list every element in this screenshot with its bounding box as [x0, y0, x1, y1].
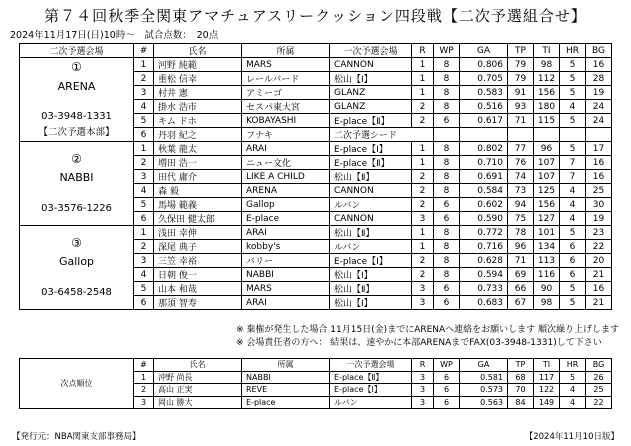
cell-r: 1 — [412, 58, 434, 72]
cell-name: 村井 憲 — [154, 86, 242, 100]
cell-bg: 19 — [586, 212, 612, 226]
column-header: 氏名 — [154, 44, 242, 58]
cell-hr: 4 — [560, 184, 586, 198]
cell-tp: 93 — [508, 100, 534, 114]
column-header: # — [134, 359, 154, 372]
venue-phone: 03-3576-1226 — [41, 203, 112, 215]
cell-hr: 5 — [560, 114, 586, 128]
cell-tp: 67 — [508, 296, 534, 310]
cell-bg: 21 — [586, 268, 612, 282]
cell-first: E-place【Ⅰ】 — [330, 384, 412, 397]
seed-cell: 二次予選シード — [330, 128, 434, 142]
cell-name: 山本 和哉 — [154, 282, 242, 296]
cell-club: Gallop — [242, 198, 330, 212]
cell-name: 浅田 幸伸 — [154, 226, 242, 240]
cell-tp: 96 — [508, 240, 534, 254]
cell-r: 2 — [412, 268, 434, 282]
cell-r: 2 — [412, 100, 434, 114]
cell-club: バリー — [242, 254, 330, 268]
cell-name: 沖野 尚長 — [154, 371, 242, 384]
cell-bg: 20 — [586, 254, 612, 268]
cell-r: 1 — [412, 240, 434, 254]
cell-name: 森 毅 — [154, 184, 242, 198]
cell-bg: 24 — [586, 114, 612, 128]
cell-ga: 0.590 — [460, 212, 508, 226]
cell-first: CANNON — [330, 212, 412, 226]
cell-club: ARAI — [242, 296, 330, 310]
cell-ga — [460, 128, 508, 142]
cell-no: 6 — [134, 128, 154, 142]
column-header: TP — [508, 359, 534, 372]
cell-r: 2 — [412, 198, 434, 212]
cell-tp: 71 — [508, 254, 534, 268]
cell-tp: 79 — [508, 72, 534, 86]
cell-no: 5 — [134, 114, 154, 128]
cell-bg: 25 — [586, 384, 612, 397]
cell-no: 3 — [134, 86, 154, 100]
alternates-label: 次点順位 — [20, 359, 134, 409]
cell-club: ARAI — [242, 142, 330, 156]
cell-ti: 117 — [534, 371, 560, 384]
cell-r: 1 — [412, 86, 434, 100]
column-header: 所属 — [242, 44, 330, 58]
cell-ti: 116 — [534, 268, 560, 282]
cell-no: 1 — [134, 142, 154, 156]
cell-bg: 24 — [586, 100, 612, 114]
cell-club: REVE — [242, 384, 330, 397]
cell-ti: 127 — [534, 212, 560, 226]
cell-wp: 8 — [434, 72, 460, 86]
cell-ti: 98 — [534, 58, 560, 72]
cell-r: 1 — [412, 156, 434, 170]
cell-no: 2 — [134, 72, 154, 86]
cell-ga: 0.563 — [460, 396, 508, 409]
cell-bg: 22 — [586, 396, 612, 409]
cell-r: 1 — [412, 226, 434, 240]
groups-table — [19, 43, 612, 310]
cell-tp: 70 — [508, 384, 534, 397]
column-header: WP — [434, 44, 460, 58]
cell-name: 高山 正実 — [154, 384, 242, 397]
cell-r: 2 — [412, 170, 434, 184]
cell-ga: 0.628 — [460, 254, 508, 268]
cell-club: E-place — [242, 396, 330, 409]
cell-hr: 5 — [560, 371, 586, 384]
cell-name: 日朝 俊一 — [154, 268, 242, 282]
cell-no: 2 — [134, 240, 154, 254]
header-row — [20, 44, 612, 58]
cell-hr: 4 — [560, 100, 586, 114]
cell-no: 4 — [134, 184, 154, 198]
cell-bg: 21 — [586, 296, 612, 310]
alternates-table — [19, 358, 612, 409]
cell-bg: 16 — [586, 282, 612, 296]
cell-ga: 0.705 — [460, 72, 508, 86]
header-row — [20, 359, 612, 372]
page-title: 第７４回秋季全関東アマチュアスリークッション四段戦【二次予選組合せ】 — [44, 7, 587, 25]
cell-first: ルバン — [330, 198, 412, 212]
cell-no: 3 — [134, 254, 154, 268]
cell-wp: 6 — [434, 282, 460, 296]
column-header: 氏名 — [154, 359, 242, 372]
cell-ti: 98 — [534, 296, 560, 310]
cell-wp: 8 — [434, 184, 460, 198]
cell-club: kobby's — [242, 240, 330, 254]
cell-hr: 7 — [560, 170, 586, 184]
cell-first: 松山【Ⅱ】 — [330, 282, 412, 296]
cell-tp: 78 — [508, 226, 534, 240]
column-header: R — [412, 359, 434, 372]
cell-wp — [434, 128, 460, 142]
cell-ti: 112 — [534, 72, 560, 86]
cell-no: 3 — [134, 170, 154, 184]
cell-ti: 113 — [534, 254, 560, 268]
venue-mark: ① — [71, 60, 82, 75]
cell-hr: 4 — [560, 396, 586, 409]
cell-first: 松山【Ⅰ】 — [330, 268, 412, 282]
venue-cell — [20, 142, 134, 226]
cell-first: ルバン — [330, 396, 412, 409]
cell-club: MARS — [242, 58, 330, 72]
cell-hr: 5 — [560, 226, 586, 240]
cell-first: 松山【Ⅱ】 — [330, 170, 412, 184]
cell-club: E-place — [242, 212, 330, 226]
cell-wp: 6 — [434, 198, 460, 212]
column-header: 二次予選会場 — [20, 44, 134, 58]
column-header: GA — [460, 44, 508, 58]
venue-cell — [20, 58, 134, 142]
cell-first: E-place【Ⅱ】 — [330, 114, 412, 128]
cell-ti — [534, 128, 560, 142]
cell-club: フナキ — [242, 128, 330, 142]
table-row — [20, 58, 612, 72]
cell-wp: 8 — [434, 156, 460, 170]
cell-club: NABBI — [242, 268, 330, 282]
cell-tp: 68 — [508, 371, 534, 384]
cell-club: ニュー文化 — [242, 156, 330, 170]
cell-name: 田代 庸介 — [154, 170, 242, 184]
cell-club: ARENA — [242, 184, 330, 198]
cell-hr: 5 — [560, 142, 586, 156]
cell-r: 2 — [412, 114, 434, 128]
cell-ti: 134 — [534, 240, 560, 254]
cell-bg: 17 — [586, 142, 612, 156]
cell-name: 岡山 勝大 — [154, 396, 242, 409]
cell-ti: 125 — [534, 184, 560, 198]
cell-no: 1 — [134, 226, 154, 240]
cell-ga: 0.691 — [460, 170, 508, 184]
cell-name: キム ドホ — [154, 114, 242, 128]
cell-wp: 8 — [434, 226, 460, 240]
cell-name: 丹羽 紀之 — [154, 128, 242, 142]
column-header: TP — [508, 44, 534, 58]
venue-phone: 03-3948-1331 — [41, 111, 112, 123]
cell-club: LIKE A CHILD — [242, 170, 330, 184]
cell-r: 3 — [412, 212, 434, 226]
cell-name: 馬場 範義 — [154, 198, 242, 212]
cell-first: 松山【Ⅱ】 — [330, 226, 412, 240]
cell-ti: 115 — [534, 114, 560, 128]
cell-tp: 75 — [508, 212, 534, 226]
cell-first: E-place【Ⅱ】 — [330, 371, 412, 384]
column-header: TI — [534, 44, 560, 58]
cell-bg: 30 — [586, 198, 612, 212]
cell-wp: 8 — [434, 58, 460, 72]
cell-hr: 4 — [560, 198, 586, 212]
cell-wp: 6 — [434, 371, 460, 384]
cell-first: 松山【Ⅰ】 — [330, 296, 412, 310]
cell-r: 3 — [412, 396, 434, 409]
cell-tp: 84 — [508, 396, 534, 409]
cell-ga: 0.573 — [460, 384, 508, 397]
cell-first: E-place【Ⅱ】 — [330, 156, 412, 170]
column-header: HR — [560, 359, 586, 372]
cell-wp: 6 — [434, 114, 460, 128]
cell-ti: 107 — [534, 156, 560, 170]
cell-r: 3 — [412, 371, 434, 384]
cell-tp: 79 — [508, 58, 534, 72]
column-header: 一次予選会場 — [330, 359, 412, 372]
cell-ga: 0.802 — [460, 142, 508, 156]
venue-name: NABBI — [59, 171, 94, 185]
cell-hr — [560, 128, 586, 142]
cell-ga: 0.806 — [460, 58, 508, 72]
venue-phone: 03-6458-2548 — [41, 287, 112, 299]
cell-first: 松山【Ⅰ】 — [330, 72, 412, 86]
cell-no: 2 — [134, 156, 154, 170]
event-info: 2024年11月17日(日)10時～ 試合点数： 20点 — [10, 30, 219, 41]
cell-ga: 0.710 — [460, 156, 508, 170]
cell-hr: 5 — [560, 86, 586, 100]
cell-no: 6 — [134, 296, 154, 310]
cell-name: 河野 純範 — [154, 58, 242, 72]
cell-bg: 16 — [586, 170, 612, 184]
cell-ga: 0.772 — [460, 226, 508, 240]
cell-bg: 23 — [586, 226, 612, 240]
cell-club: NABBI — [242, 371, 330, 384]
cell-bg — [586, 128, 612, 142]
cell-tp: 77 — [508, 142, 534, 156]
cell-no: 5 — [134, 282, 154, 296]
cell-no: 2 — [134, 384, 154, 397]
cell-wp: 6 — [434, 296, 460, 310]
cell-tp: 74 — [508, 170, 534, 184]
venue-mark: ② — [71, 151, 82, 166]
cell-ti: 156 — [534, 198, 560, 212]
cell-no: 1 — [134, 58, 154, 72]
cell-no: 5 — [134, 198, 154, 212]
column-header: 所属 — [242, 359, 330, 372]
cell-club: KOBAYASHI — [242, 114, 330, 128]
cell-r: 2 — [412, 254, 434, 268]
cell-wp: 8 — [434, 100, 460, 114]
cell-ga: 0.683 — [460, 296, 508, 310]
cell-hr: 5 — [560, 296, 586, 310]
cell-hr: 4 — [560, 212, 586, 226]
cell-ti: 180 — [534, 100, 560, 114]
cell-hr: 5 — [560, 58, 586, 72]
cell-hr: 6 — [560, 240, 586, 254]
cell-first: E-place【Ⅰ】 — [330, 254, 412, 268]
note-line: ※ 棄権が発生した場合 11月15日(金)までにARENAへ連絡をお願いします 順次繰り上げします — [236, 325, 620, 335]
cell-ga: 0.602 — [460, 198, 508, 212]
column-header: BG — [586, 44, 612, 58]
cell-tp: 71 — [508, 114, 534, 128]
cell-r: 1 — [412, 142, 434, 156]
cell-bg: 26 — [586, 371, 612, 384]
venue-cell — [20, 226, 134, 310]
cell-name: 掛水 浩市 — [154, 100, 242, 114]
cell-tp: 69 — [508, 268, 534, 282]
cell-tp: 73 — [508, 184, 534, 198]
cell-bg: 28 — [586, 72, 612, 86]
cell-ti: 107 — [534, 170, 560, 184]
cell-bg: 16 — [586, 58, 612, 72]
cell-first: GLANZ — [330, 100, 412, 114]
cell-ga: 0.716 — [460, 240, 508, 254]
cell-r: 3 — [412, 282, 434, 296]
cell-hr: 4 — [560, 384, 586, 397]
cell-wp: 8 — [434, 170, 460, 184]
table-row — [20, 142, 612, 156]
cell-wp: 8 — [434, 86, 460, 100]
cell-no: 6 — [134, 212, 154, 226]
cell-wp: 8 — [434, 254, 460, 268]
cell-bg: 19 — [586, 86, 612, 100]
cell-bg: 16 — [586, 156, 612, 170]
note-line: ※ 会場責任者の方へ： 結果は、速やかに本部ARENAまでFAX(03-3948-1331)して下さい — [236, 338, 602, 348]
cell-wp: 6 — [434, 384, 460, 397]
cell-club: MARS — [242, 282, 330, 296]
cell-first: CANNON — [330, 58, 412, 72]
cell-hr: 5 — [560, 282, 586, 296]
cell-club: アミーゴ — [242, 86, 330, 100]
cell-first: E-place【Ⅰ】 — [330, 142, 412, 156]
cell-ti: 90 — [534, 282, 560, 296]
cell-no: 4 — [134, 100, 154, 114]
column-header: BG — [586, 359, 612, 372]
cell-first: ルバン — [330, 240, 412, 254]
cell-hr: 5 — [560, 72, 586, 86]
venue-name: Gallop — [58, 255, 95, 269]
cell-bg: 25 — [586, 184, 612, 198]
cell-no: 1 — [134, 371, 154, 384]
cell-ti: 101 — [534, 226, 560, 240]
notes — [236, 324, 619, 350]
cell-r: 2 — [412, 184, 434, 198]
cell-first: CANNON — [330, 184, 412, 198]
cell-ga: 0.584 — [460, 184, 508, 198]
cell-bg: 22 — [586, 240, 612, 254]
cell-ga: 0.733 — [460, 282, 508, 296]
cell-wp: 8 — [434, 142, 460, 156]
cell-ti: 149 — [534, 396, 560, 409]
column-header: R — [412, 44, 434, 58]
cell-name: 増田 浩一 — [154, 156, 242, 170]
column-header: 一次予選会場 — [330, 44, 412, 58]
column-header: HR — [560, 44, 586, 58]
cell-name: 秋葉 龍太 — [154, 142, 242, 156]
cell-club: ARAI — [242, 226, 330, 240]
publisher: 【発行元：NBA関東支部事務局】 — [12, 432, 141, 442]
cell-wp: 8 — [434, 268, 460, 282]
cell-first: GLANZ — [330, 86, 412, 100]
cell-hr: 7 — [560, 156, 586, 170]
column-header: WP — [434, 359, 460, 372]
cell-name: 久保田 健太郎 — [154, 212, 242, 226]
cell-tp: 94 — [508, 198, 534, 212]
cell-name: 重松 信幸 — [154, 72, 242, 86]
edition-date: 【2024年11月10日版】 — [524, 432, 619, 442]
cell-wp: 6 — [434, 212, 460, 226]
cell-ga: 0.583 — [460, 86, 508, 100]
cell-club: レールバード — [242, 72, 330, 86]
cell-r: 3 — [412, 296, 434, 310]
column-header: TI — [534, 359, 560, 372]
column-header: GA — [460, 359, 508, 372]
cell-ga: 0.516 — [460, 100, 508, 114]
table-row — [20, 226, 612, 240]
cell-tp: 76 — [508, 156, 534, 170]
cell-no: 3 — [134, 396, 154, 409]
cell-hr: 6 — [560, 268, 586, 282]
cell-club: セスパ東大宮 — [242, 100, 330, 114]
venue-mark: ③ — [71, 235, 82, 250]
cell-wp: 6 — [434, 396, 460, 409]
cell-tp — [508, 128, 534, 142]
cell-name: 那須 智寿 — [154, 296, 242, 310]
venue-note: 【二次予選本部】 — [38, 127, 115, 139]
cell-ga: 0.581 — [460, 371, 508, 384]
cell-ti: 156 — [534, 86, 560, 100]
cell-ga: 0.594 — [460, 268, 508, 282]
venue-name: ARENA — [57, 79, 96, 93]
cell-r: 3 — [412, 384, 434, 397]
cell-ga: 0.617 — [460, 114, 508, 128]
cell-tp: 91 — [508, 86, 534, 100]
cell-ti: 122 — [534, 384, 560, 397]
cell-hr: 6 — [560, 254, 586, 268]
cell-ti: 96 — [534, 142, 560, 156]
cell-name: 三笠 幸裕 — [154, 254, 242, 268]
column-header: # — [134, 44, 154, 58]
cell-r: 1 — [412, 72, 434, 86]
cell-no: 4 — [134, 268, 154, 282]
cell-name: 深尾 典子 — [154, 240, 242, 254]
cell-wp: 8 — [434, 240, 460, 254]
cell-tp: 66 — [508, 282, 534, 296]
